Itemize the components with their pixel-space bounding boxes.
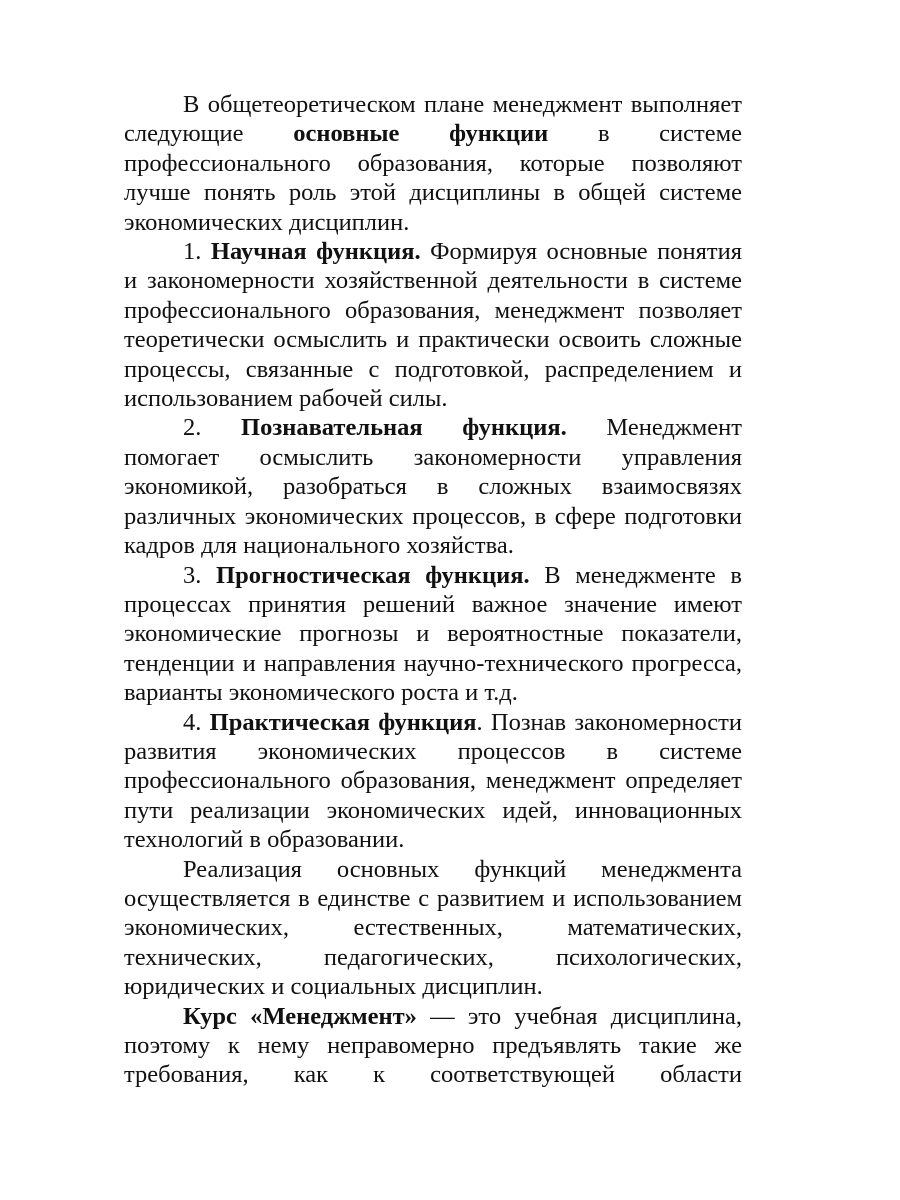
function-number: 1. <box>183 238 211 266</box>
realization-paragraph: Реализация основных функций менеджмента осуществляется в единстве с развитием и использованием экономических, естественных, математических, технических, педагогических, психологических, юридических и социальных дисциплин. <box>124 855 742 1001</box>
function-text: Формируя основные понятия и закономерности хозяйственной деятельности в системе профессионального образования, менеджмент позволяет теоретически осмыслить и практически освоить сложные процессы, связанные с подготовкой, распределением и использованием рабочей силы. <box>124 238 742 413</box>
function-number: 3. <box>183 561 217 589</box>
function-title: Практическая функция <box>209 708 477 736</box>
function-text: Менеджмент помогает осмыслить закономерности управления экономикой, разобраться в сложных взаимосвязях различных экономических процессов, в сфере подготовки кадров для национального хозяйства. <box>124 414 742 560</box>
intro-paragraph <box>124 90 742 237</box>
course-bold-title: Курс «Менеджмент» <box>183 1002 417 1030</box>
function-paragraph-1 <box>124 237 742 413</box>
function-number: 2. <box>183 414 242 442</box>
function-title: Научная функция. <box>210 238 421 266</box>
intro-bold-term: основные функции <box>293 120 549 148</box>
function-paragraph-4 <box>124 708 742 855</box>
function-paragraph-2 <box>124 413 742 560</box>
function-text: . Познав закономерности развития экономических процессов в системе профессионального образования, менеджмент определяет пути реализации экономических идей, инновационных технологий в образовании. <box>124 708 742 854</box>
function-text: В менеджменте в процессах принятия решений важное значение имеют экономические прогнозы и вероятностные показатели, тенденции и направления научно-технического прогресса, варианты экономического роста и т.д. <box>124 561 742 707</box>
function-number: 4. <box>183 708 210 736</box>
document-page <box>124 90 742 1090</box>
course-text: — это учебная дисциплина, поэтому к нему неправомерно предъявлять такие же требования, как к соответствующей области <box>124 1002 742 1089</box>
intro-text-after: в системе профессионального образования, которые позволяют лучше понять роль этой дисциплины в общей системе экономических дисциплин. <box>124 120 743 236</box>
intro-text-before: В общетеоретическом плане менеджмент выполняет следующие <box>124 91 742 148</box>
function-title: Прогностическая функция. <box>216 561 530 589</box>
function-title: Познавательная функция. <box>241 414 567 442</box>
course-paragraph <box>124 1002 742 1090</box>
function-paragraph-3 <box>124 561 742 708</box>
